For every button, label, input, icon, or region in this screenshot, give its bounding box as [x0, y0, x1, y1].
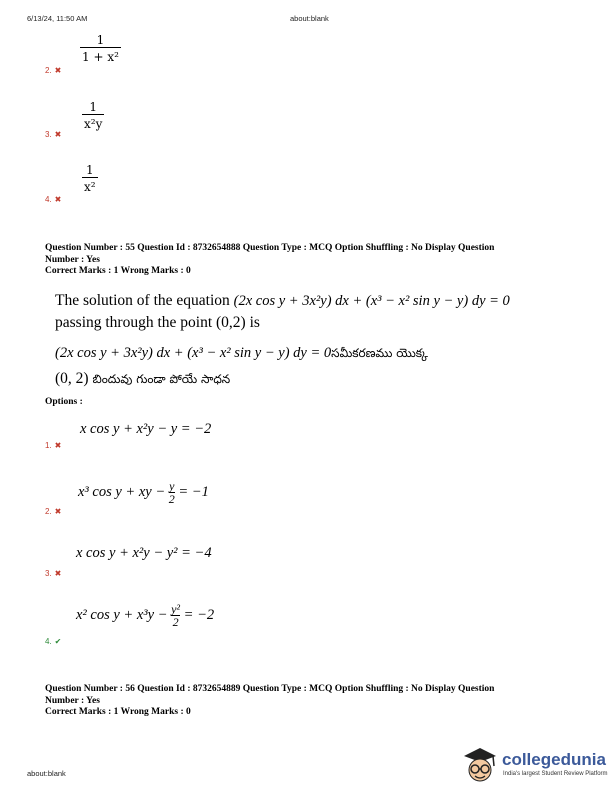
q55-option-1-expression: x cos y + x²y − y = −2	[80, 421, 212, 437]
prev-option-2-fraction: $\frac{1}{\text{1 + x²}}$	[82, 33, 119, 64]
q55-english-text: The solution of the equation (2x cos y + 3x²y) dx + (x³ − x² sin y − y) dy = 0 passing through the point (0,2) is	[55, 292, 510, 331]
prev-option-4-number: 4. ✖	[45, 195, 62, 204]
q55-option-2-number: 2. ✖	[45, 507, 62, 516]
footer-url: about:blank	[27, 769, 66, 778]
prev-option-3-number: 3. ✖	[45, 130, 62, 139]
q55-option-3-expression: x cos y + x²y − y² = −4	[76, 545, 212, 561]
options-label: Options :	[45, 397, 83, 407]
q55-telugu-text: (2x cos y + 3x²y) dx + (x³ − x² sin y − y) dy = 0సమీకరణము యొక్క (0, 2) బిందువు గుండా పోయే సాధన	[55, 345, 428, 387]
print-url: about:blank	[290, 14, 329, 23]
prev-option-4-fraction: $\frac{1}{\text{x²}}$	[84, 163, 96, 194]
prev-option-3-fraction: $\frac{1}{\text{x²y}}$	[84, 100, 103, 131]
q55-option-1-number: 1. ✖	[45, 441, 62, 450]
cross-icon: ✖	[54, 195, 62, 204]
check-icon: ✔	[54, 637, 62, 646]
q55-option-3-number: 3. ✖	[45, 569, 62, 578]
cross-icon: ✖	[54, 66, 62, 75]
print-datetime: 6/13/24, 11:50 AM	[27, 14, 88, 23]
mascot-icon	[460, 744, 500, 786]
brand-name: collegedunia	[502, 750, 606, 769]
brand-tagline: India's largest Student Review Platform	[503, 771, 608, 777]
prev-option-2-number: 2. ✖	[45, 66, 62, 75]
q55-option-4-number: 4. ✔	[45, 637, 62, 646]
cross-icon: ✖	[54, 130, 62, 139]
q56-meta: Question Number : 56 Question Id : 8732654889 Question Type : MCQ Option Shuffling : No Display Question Number : Yes Correct Marks : 1 Wrong Marks : 0	[45, 684, 495, 717]
cross-icon: ✖	[54, 569, 62, 578]
collegedunia-logo	[458, 742, 608, 788]
cross-icon: ✖	[54, 441, 62, 450]
q55-meta: Question Number : 55 Question Id : 8732654888 Question Type : MCQ Option Shuffling : No Display Question Number : Yes Correct Marks : 1 Wrong Marks : 0	[45, 243, 495, 276]
cross-icon: ✖	[54, 507, 62, 516]
q55-option-4-expression: x² cos y + x³y − $\frac{\text{y²}}{2}$ = −2	[76, 602, 215, 629]
q55-option-2-expression: x³ cos y + xy − $\frac{y}{2}$ = −1	[78, 479, 209, 506]
